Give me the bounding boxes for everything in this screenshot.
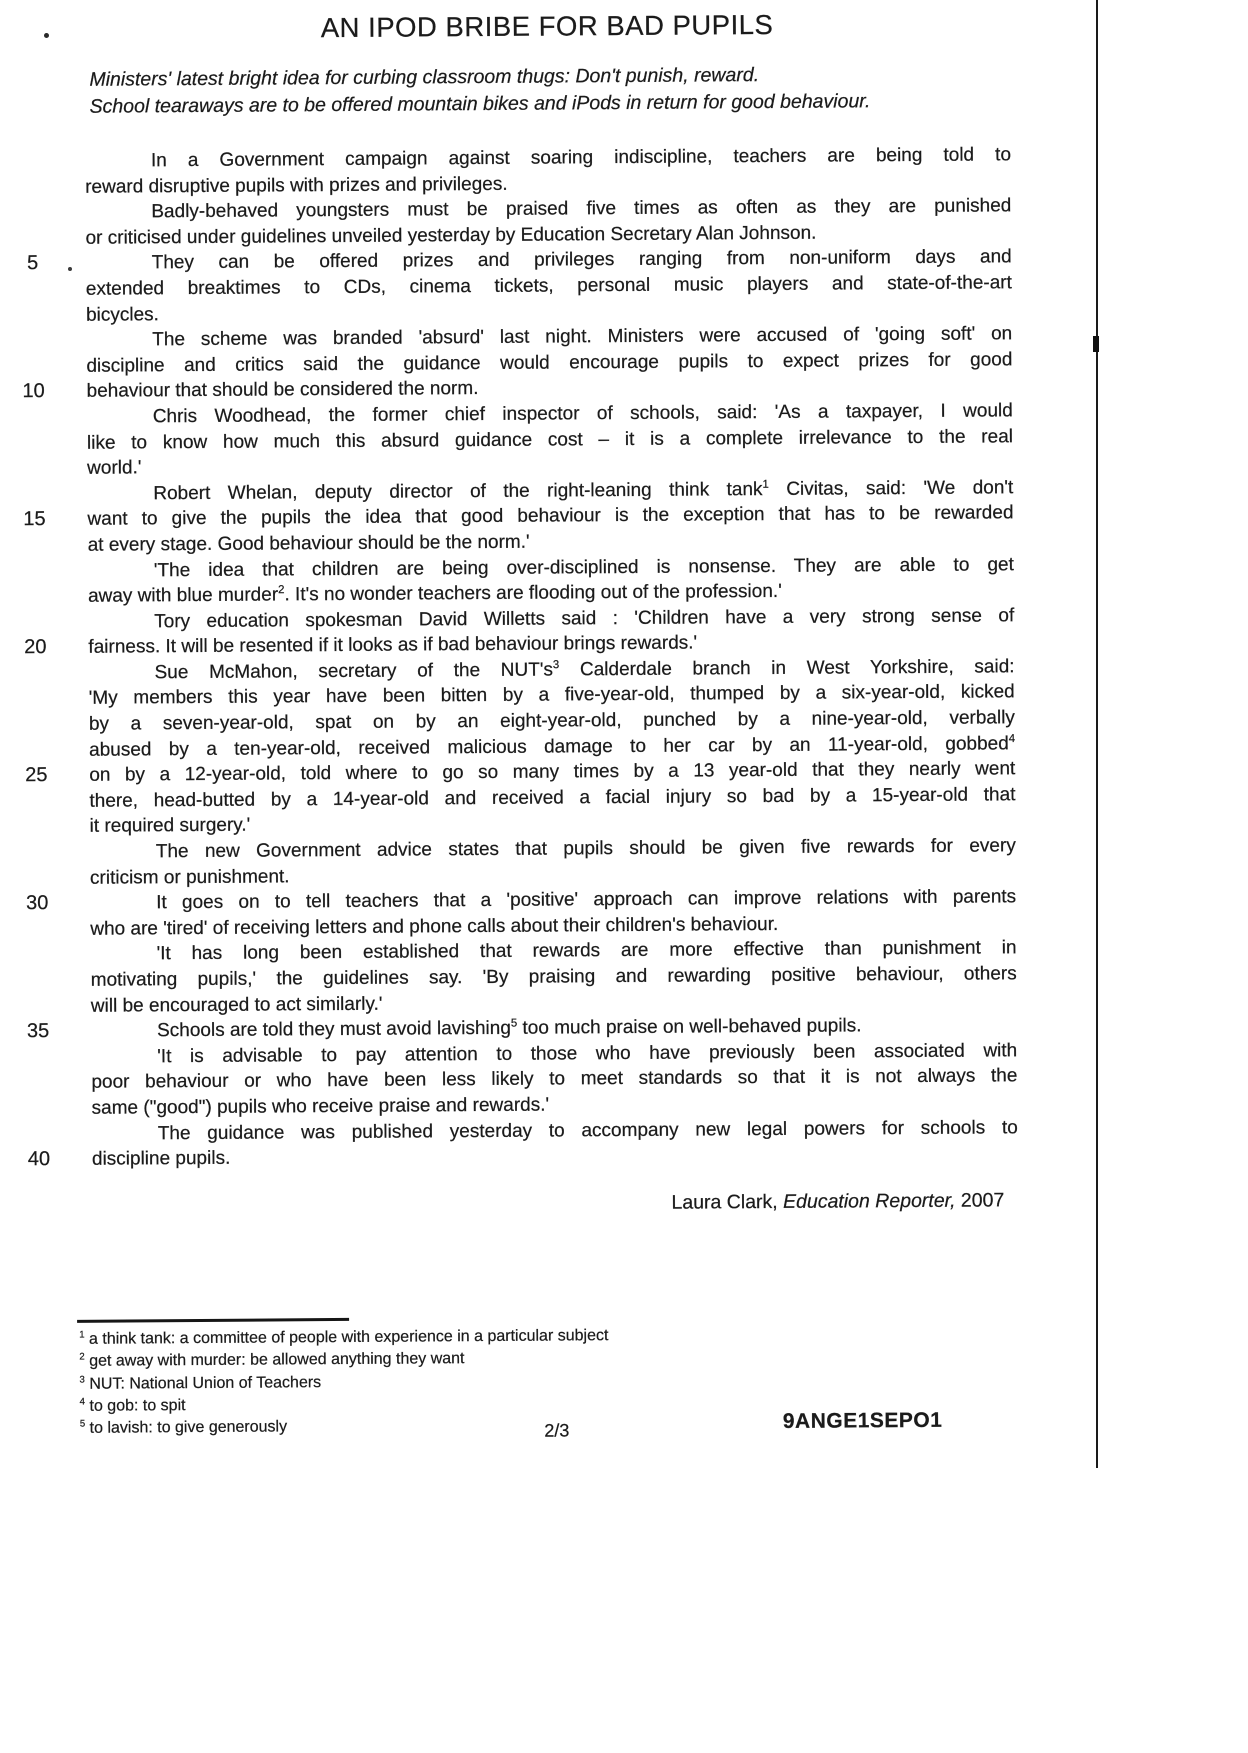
footnote-number: 4 <box>79 1396 86 1408</box>
body-line: extended breaktimes to CDs, cinema tickets, personal music players and state-of-the-art <box>85 272 1012 300</box>
byline-role: Education Reporter, <box>783 1189 956 1213</box>
paragraph <box>90 936 1017 1019</box>
body-line: reward disruptive pupils with prizes and privileges. <box>85 173 508 198</box>
margin-line-number: 25 <box>25 764 48 787</box>
body-line: 'My members this year have been bitten by a five-year-old, thumped by a six-year-old, kicked <box>88 681 1015 710</box>
footnote-marker: 5 <box>510 1017 518 1030</box>
body-line: Badly-behaved youngsters must be praised five times as often as they are punished <box>151 195 1012 223</box>
body-line: 'It has long been established that rewards are more effective than punishment in <box>156 937 1017 965</box>
footnote-number: 1 <box>79 1329 85 1341</box>
margin-line-number: 35 <box>26 1020 50 1043</box>
body-line: like to know how much this absurd guidance cost – it is a complete irrelevance to the real <box>86 425 1014 454</box>
body-line: In a Government campaign against soaring indiscipline, teachers are being told to <box>150 144 1012 172</box>
footnote: $^1$ a think tank: a committee of people with experience in a particular subject <box>79 1327 609 1348</box>
body-line: discipline pupils. <box>91 1147 231 1170</box>
body-line: Schools are told they must avoid lavishing$^5$ too much praise on well-behaved pupils. <box>156 1015 862 1042</box>
page-number: 2/3 <box>544 1420 570 1441</box>
footnote: $^4$ to gob: to spit <box>79 1396 186 1415</box>
body-line: 'It is advisable to pay attention to those who have previously been associated with <box>157 1040 1018 1068</box>
paragraph <box>85 193 1011 251</box>
article-title: AN IPOD BRIBE FOR BAD PUPILS <box>320 8 774 44</box>
body-line: criticism or punishment. <box>89 865 290 889</box>
paragraph <box>88 603 1014 661</box>
paragraph <box>87 398 1014 481</box>
byline-year: 2007 <box>960 1189 1005 1212</box>
footnote-number: 2 <box>79 1351 85 1363</box>
body-line: The new Government advice states that pupils should be given five rewards for every <box>155 835 1016 863</box>
paragraph <box>88 552 1014 610</box>
body-line: Tory education spokesman David Willetts said : 'Children have a very strong sense of <box>154 604 1015 632</box>
paragraph <box>90 833 1016 891</box>
body-line: it required surgery.' <box>89 815 251 838</box>
footnote-marker: 2 <box>278 584 285 597</box>
body-line: They can be offered prizes and privileges ranging from non-uniform days and <box>151 246 1012 274</box>
standfirst-line: Ministers' latest bright idea for curbing classroom thugs: Don't punish, reward. <box>89 64 760 91</box>
body-line: The scheme was branded 'absurd' last night. Ministers were accused of 'going soft' on <box>152 323 1013 351</box>
body-line: world.' <box>87 457 142 479</box>
paragraph <box>86 321 1013 404</box>
body-line: motivating pupils,' the guidelines say. 'By praising and rewarding positive behaviour, others <box>90 963 1017 991</box>
body-line: who are 'tired' of receiving letters and phone calls about their children's behaviour. <box>90 913 779 940</box>
body-line: fairness. It will be resented if it looks as if bad behaviour brings rewards.' <box>88 632 698 659</box>
body-line: Chris Woodhead, the former chief inspector of schools, said: 'As a taxpayer, I would <box>152 400 1013 428</box>
body-line: on by a 12-year-old, told where to go so many times by a 13 year-old that they nearly went <box>89 758 1016 786</box>
margin-line-number: 5 <box>27 252 39 275</box>
body-line: discipline and critics said the guidance would encourage pupils to expect prizes for good <box>86 349 1013 377</box>
body-line: bicycles. <box>85 303 159 326</box>
body-line: It goes on to tell teachers that a 'positive' approach can improve relations with parents <box>156 886 1017 914</box>
footnote-marker: 1 <box>762 478 769 491</box>
margin-line-number: 10 <box>22 380 45 403</box>
body-line: same ("good") pupils who receive praise and rewards.' <box>91 1094 550 1119</box>
paragraph <box>85 142 1011 200</box>
body-line: Robert Whelan, deputy director of the right-leaning think tank$^1$ Civitas, said: 'We don't <box>153 476 1014 504</box>
body-line: there, head-butted by a 14-year-old and received a facial injury so bad by a 15-year-old that <box>89 784 1016 812</box>
byline-author: Laura Clark, <box>671 1190 778 1214</box>
body-line: The guidance was published yesterday to accompany new legal powers for schools to <box>157 1116 1018 1144</box>
margin-line-number: 15 <box>23 508 46 531</box>
footnote-number: 5 <box>79 1418 86 1430</box>
body-line: by a seven-year-old, spat on by an eight-year-old, punched by a nine-year-old, verbally <box>88 707 1015 735</box>
reference-code: 9ANGE1SEPO1 <box>782 1408 943 1433</box>
paragraph <box>90 884 1016 942</box>
body-line: or criticised under guidelines unveiled yesterday by Education Secretary Alan Johnson. <box>85 222 817 249</box>
paragraph <box>91 1038 1018 1121</box>
footnote-marker: 3 <box>552 658 560 672</box>
body-line: will be encouraged to act similarly.' <box>90 993 383 1017</box>
footnote: $^5$ to lavish: to give generously <box>79 1418 288 1437</box>
footnote: $^2$ get away with murder: be allowed anything they want <box>79 1350 465 1371</box>
body-line: Sue McMahon, secretary of the $NUT's^3$ Calderdale branch in West Yorkshire, said: <box>154 656 1015 684</box>
body-line: want to give the pupils the idea that good behaviour is the exception that has to be rewarded <box>87 502 1014 531</box>
body-line: at every stage. Good behaviour should be the norm.' <box>87 531 530 556</box>
body-line: away with blue murder$^2$. It's no wonder teachers are flooding out of the profession.' <box>87 580 782 607</box>
paragraph <box>88 654 1015 840</box>
body-line: 'The idea that children are being over-disciplined is nonsense. They are able to get <box>153 553 1014 581</box>
article-body <box>85 142 1018 1172</box>
body-line: behaviour that should be considered the norm. <box>86 378 479 403</box>
standfirst-line: School tearaways are to be offered mountain bikes and iPods in return for good behaviour. <box>89 89 871 118</box>
footnote: $^3$ NUT: National Union of Teachers <box>79 1373 322 1393</box>
margin-line-number: 30 <box>25 892 49 915</box>
margin-line-number: 20 <box>24 636 47 659</box>
footnote-marker: 4 <box>1008 732 1016 745</box>
margin-line-number: 40 <box>27 1148 51 1171</box>
body-line: poor behaviour or who have been less likely to meet standards so that it is not always the <box>91 1065 1018 1094</box>
paragraph <box>86 245 1013 328</box>
footnote-number: 3 <box>79 1374 85 1386</box>
paragraph <box>92 1115 1018 1173</box>
paragraph <box>87 475 1014 558</box>
body-line: abused by a ten-year-old, received malicious damage to her car by an 11-year-old, gobbed$^4$ <box>89 732 1016 761</box>
